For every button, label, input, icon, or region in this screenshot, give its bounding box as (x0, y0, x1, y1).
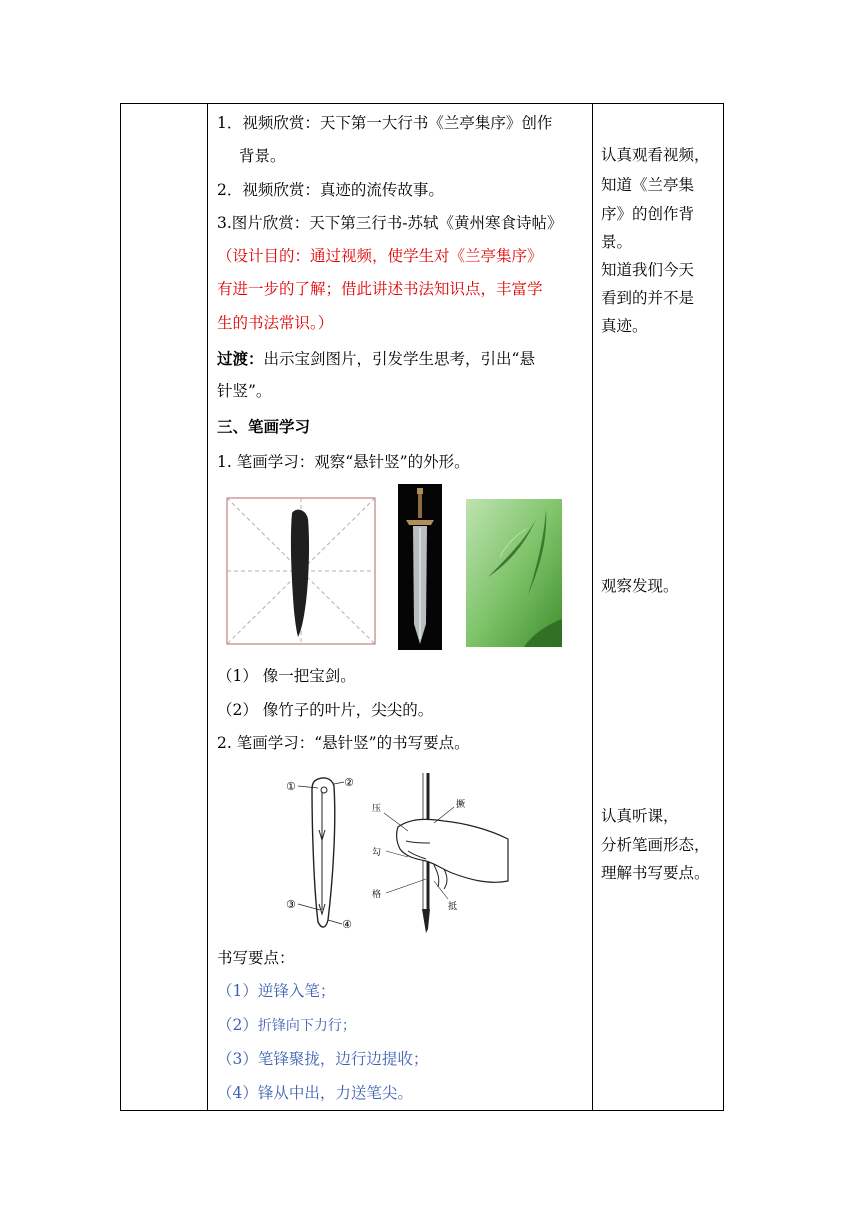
label-ge: 格 (372, 890, 382, 900)
design-purpose-line1: （设计目的：通过视频，使学生对《兰亭集序》 (217, 247, 543, 265)
transition-line1 (217, 349, 535, 369)
stroke-order-diagram (284, 770, 358, 936)
lesson-table (120, 103, 724, 1111)
writing-point3: （3）笔锋聚拢，边行边提收； (217, 1050, 429, 1068)
label-ya: 压 (372, 804, 382, 814)
observation1: （1） 像一把宝剑。 (217, 667, 356, 685)
side-text-2b: 看到的并不是 (601, 289, 695, 307)
side-text-1d: 景。 (601, 233, 633, 251)
label-ju: 勾 (372, 848, 382, 858)
stroke-item2: 2. 笔画学习：“悬针竖”的书写要点。 (217, 734, 470, 752)
empty-left-cell (121, 104, 208, 1111)
label-lan: 撅 (456, 800, 466, 810)
label-di: 抵 (448, 902, 458, 912)
item1-line2: 背景。 (239, 147, 286, 165)
writing-points-title: 书写要点： (217, 949, 295, 967)
writing-point2-text: 折锋向下力行； (257, 1018, 356, 1034)
diagram-label-3: ③ (286, 898, 296, 911)
stroke-item1: 1. 笔画学习：观察“悬针竖”的外形。 (217, 453, 470, 471)
side-text-2a: 知道我们今天 (601, 261, 695, 279)
side-text-4b: 分析笔画形态， (601, 836, 710, 854)
item2: 2．视频欣赏：真迹的流传故事。 (217, 181, 444, 199)
transition-text: 出示宝剑图片，引发学生思考，引出“悬 (263, 350, 535, 368)
side-text-1b: 知道《兰亭集 (601, 176, 695, 194)
diagram-label-4: ④ (342, 918, 352, 931)
design-purpose-line3: 生的书法常识。） (217, 314, 334, 332)
student-activity-cell (593, 104, 724, 1111)
diagram-label-1: ① (286, 780, 296, 793)
writing-point2 (217, 1015, 356, 1036)
transition-label: 过渡： (217, 349, 264, 368)
side-text-2c: 真迹。 (601, 317, 648, 335)
sword-image (398, 484, 442, 650)
observation2: （2） 像竹子的叶片，尖尖的。 (217, 701, 434, 719)
design-purpose-line2: 有进一步的了解；借此讲述书法知识点，丰富学 (217, 280, 543, 298)
side-text-3: 观察发现。 (601, 577, 679, 595)
writing-point1: （1）逆锋入笔； (217, 982, 336, 1000)
transition-line2: 针竖”。 (217, 382, 272, 400)
writing-point2-number: （2） (217, 1016, 258, 1034)
section-title: 三、笔画学习 (217, 417, 311, 436)
stroke-grid-image (226, 497, 376, 645)
item3: 3.图片欣赏：天下第三行书-苏轼《黄州寒食诗帖》 (217, 214, 563, 232)
bamboo-leaf-image (466, 499, 562, 647)
brush-grip-diagram (368, 769, 518, 935)
side-text-4a: 认真听课， (601, 807, 679, 825)
side-text-1c: 序》的创作背 (601, 205, 695, 223)
side-text-1a: 认真观看视频， (601, 146, 710, 164)
writing-point4: （4）锋从中出，力送笔尖。 (217, 1084, 413, 1102)
diagram-label-2: ② (344, 776, 354, 789)
item1-line1: 1．视频欣赏：天下第一大行书《兰亭集序》创作 (217, 114, 553, 132)
content-cell (208, 104, 593, 1111)
side-text-4c: 理解书写要点。 (601, 864, 710, 882)
